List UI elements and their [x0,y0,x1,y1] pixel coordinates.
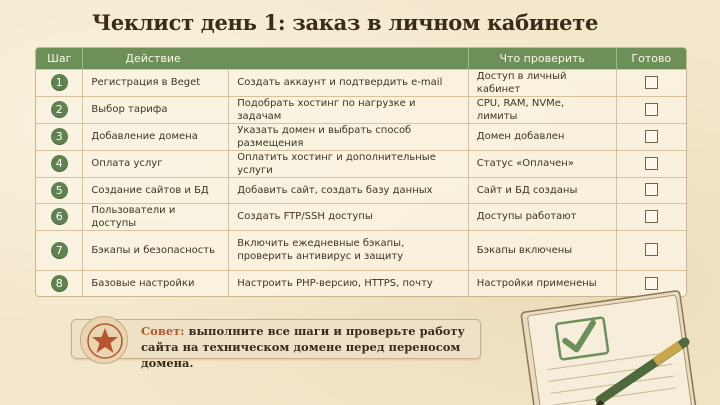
tip-body: выполните все шаги и проверьте работу сайта на техническом домене перед переносом домена. [141,324,465,370]
notebook-checkmark-icon [505,290,720,405]
action-cell: Пользователи и доступы [83,203,229,230]
header-action-label: Действие [125,51,181,65]
step-number [36,150,83,177]
checklist-table [35,47,687,297]
header-check: Что проверить [468,48,616,69]
table-row [36,69,686,96]
header-action [83,48,468,69]
header-step: Шаг [36,48,83,69]
check-cell: Сайт и БД созданы [468,177,616,203]
step-number [36,96,83,123]
check-cell: Доступ в личный кабинет [468,69,616,96]
step-badge: 2 [51,101,68,118]
done-checkbox[interactable] [645,210,658,223]
check-cell: Настройки применены [468,270,616,296]
step-badge: 7 [51,242,68,259]
star-icon [87,323,123,359]
done-cell [616,230,686,270]
task-cell: Создать аккаунт и подтвердить e-mail [229,69,469,96]
action-cell: Базовые настройки [83,270,229,296]
step-number [36,177,83,203]
task-cell: Указать домен и выбрать способ размещения [229,123,469,150]
step-badge: 3 [51,128,68,145]
step-badge: 4 [51,155,68,172]
table-row [36,230,686,270]
header-done: Готово [631,51,672,65]
done-checkbox[interactable] [645,130,658,143]
check-cell: Доступы работают [468,203,616,230]
table-row [36,150,686,177]
done-checkbox[interactable] [645,243,658,256]
done-checkbox[interactable] [645,183,658,196]
done-checkbox[interactable] [645,76,658,89]
done-checkbox[interactable] [645,103,658,116]
table-row [36,96,686,123]
step-badge: 1 [51,74,68,91]
tip-label: Совет: [141,324,185,338]
table-header-row [36,48,686,69]
check-cell: Домен добавлен [468,123,616,150]
table-row [36,177,686,203]
step-number [36,203,83,230]
action-cell: Бэкапы и безопасность [83,230,229,270]
step-number [36,69,83,96]
check-cell: CPU, RAM, NVMe, лимиты [468,96,616,123]
task-cell: Настроить PHP-версию, HTTPS, почту [229,270,469,296]
table-row [36,203,686,230]
done-cell [616,203,686,230]
step-number [36,123,83,150]
action-cell: Выбор тарифа [83,96,229,123]
task-cell: Добавить сайт, создать базу данных [229,177,469,203]
done-cell [616,123,686,150]
action-cell: Добавление домена [83,123,229,150]
task-cell: Подобрать хостинг по нагрузке и задачам [229,96,469,123]
done-checkbox[interactable] [645,277,658,290]
step-badge: 6 [51,208,68,225]
done-cell [616,69,686,96]
star-badge [80,316,128,364]
task-cell: Создать FTP/SSH доступы [229,203,469,230]
done-cell [616,177,686,203]
task-cell: Включить ежедневные бэкапы, проверить антивирус и защиту [229,230,469,270]
done-checkbox[interactable] [645,157,658,170]
action-cell: Оплата услуг [83,150,229,177]
table-row [36,123,686,150]
step-number [36,270,83,296]
action-cell: Создание сайтов и БД [83,177,229,203]
step-badge: 5 [51,182,68,199]
tip-text [141,323,471,371]
check-cell: Бэкапы включены [468,230,616,270]
page-title: Чеклист день 1: заказ в личном кабинете [92,10,598,35]
action-cell: Регистрация в Beget [83,69,229,96]
task-cell: Оплатить хостинг и дополнительные услуги [229,150,469,177]
step-badge: 8 [51,275,68,292]
done-cell [616,96,686,123]
done-cell [616,150,686,177]
step-number [36,230,83,270]
check-cell: Статус «Оплачен» [468,150,616,177]
